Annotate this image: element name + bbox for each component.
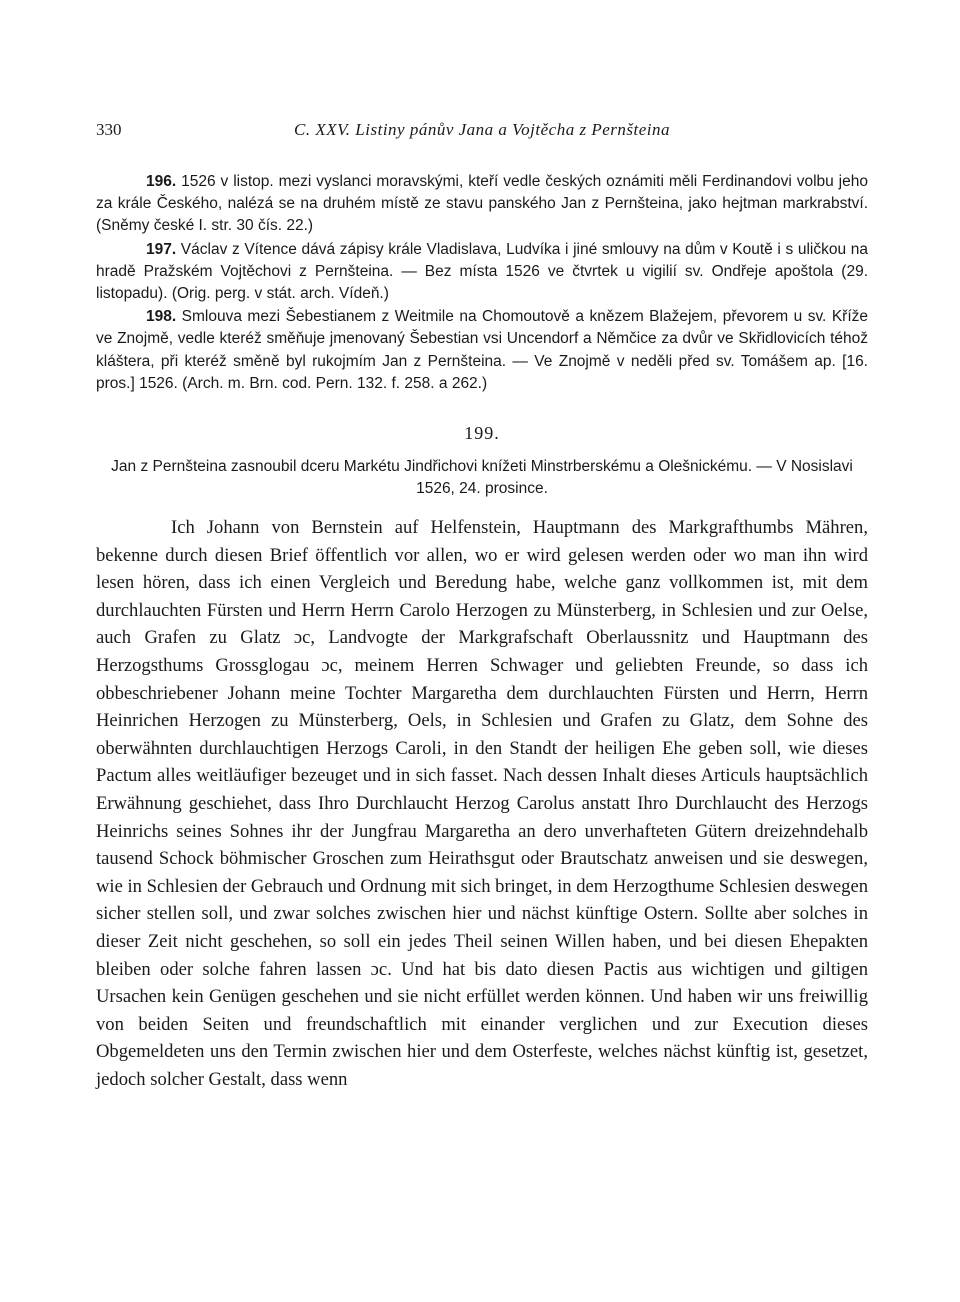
regest-note-198: [96, 306, 868, 395]
note-number: 198.: [146, 308, 177, 326]
page-number: 330: [96, 120, 122, 139]
document-number: 199.: [464, 423, 500, 444]
note-number: 196.: [146, 173, 177, 190]
document-regest: Jan z Pernšteina zasnoubil dceru Markétu Jindřichovi knížeti Minstrberskému a Olešnickému. — V Nosislavi 1526, 24. prosince.: [111, 458, 853, 498]
note-text: Václav z Vítence dává zápisy krále Vladislava, Ludvíka i jiné smlouvy na dům v Koutě i s uličkou na hradě Pražském Vojtěchovi z Pernšteina. — Bez místa 1526 ve čtvrtek u vigilií sv. Ondřeje apoštola (29. listopadu). (Orig. perg. v stát. arch. Vídeň.): [96, 240, 868, 303]
page: [96, 120, 868, 1112]
running-title: C. XXV. Listiny pánův Jana a Vojtěcha z Pernšteina: [294, 120, 670, 139]
note-text: 1526 v listop. mezi vyslanci moravskými, kteří vedle českých oznámiti měli Ferdinandovi volbu jeho za krále Českého, nalézá se na druhém místě ze stavu panského Jan z Pernšteina, jako hejtman markrabství. (Sněmy české I. str. 30 čís. 22.): [96, 173, 868, 235]
document-text: Ich Johann von Bernstein auf Helfenstein, Hauptmann des Markgrafthumbs Mähren, bekenne durch diesen Brief öffentlich vor allen, wo er wird gelesen werden oder wo man ihn wird lesen hören, dass ich einen Vergleich und Beredung habe, welche ganz vollkommen ist, mit dem durchlauchten Fürsten und Herrn Herrn Carolo Herzogen zu Münsterberg, in Schlesien und zur Oelse, auch Grafen zu Glatz ɔc, Landvogte der Markgrafschaft Oberlaussnitz und Hauptmann des Herzogsthums Grossglogau ɔc, meinem Herren Schwager und geliebten Freunde, so dass ich obbeschriebener Johann meine Tochter Margaretha dem durchlauchten Fürsten und Herrn, Herrn Heinrichen Herzogen zu Münsterberg, Oels, in Schlesien und Grafen zu Glatz, dem Sohne des oberwähnten durchlauchtigen Herzogs Caroli, in den Standt der heiligen Ehe geben soll, wie dieses Pactum alles weitläufiger bezeuget und in sich fasset. Nach dessen Inhalt dieses Articuls hauptsächlich Erwähnung geschiehet, dass Ihro Durchlaucht Herzog Carolus anstatt Ihro Durchlaucht des Herzogs Heinrichs seines Sohnes ihr der Jungfrau Margaretha an dero unverhafteten Gütern dreizehndehalb tausend Schock böhmischer Groschen zum Heirathsgut oder Brautschatz anweisen und sie deswegen, wie in Schlesien der Gebrauch und Ordnung mit sich bringet, in dem Herzogthume Schlesien deswegen sicher stellen soll, und zwar solches zwischen hier und nächst künftige Ostern. Sollte aber solches in dieser Zeit nicht geschehen, so soll ein jedes Theil seinen Willen haben, und bei diesen Ehepakten bleiben oder solche fahren lassen ɔc. Und hat bis dato diesen Pactis aus wichtigen und giltigen Ursachen kein Genügen geschehen und sie nicht erfüllet werden können. Und haben wir uns freiwillig von beiden Seiten und freundschaftlich mit einander verglichen und zur Execution dieses Obgemeldeten uns den Termin zwischen hier und dem Osterfeste, welches nächst künftig ist, gesetzet, jedoch solcher Gestalt, dass wenn: [96, 517, 868, 1090]
regest-note-197: [96, 239, 868, 306]
regest-note-196: [96, 171, 868, 238]
running-header: [96, 120, 868, 146]
note-text: Smlouva mezi Šebestianem z Weitmile na Chomoutově a knězem Blažejem, převorem u sv. Kříže ve Znojmě, vedle kteréž směňuje jmenovaný Šebestian vsi Uncendorf a Němčice za dvůr ve Skřidlovicích téhož kláštera, při kteréž směně byl rukojmím Jan z Pernšteina. — Ve Znojmě v neděli před sv. Tomášem ap. [16. pros.] 1526. (Arch. m. Brn. cod. Pern. 132. f. 258. a 262.): [96, 308, 868, 392]
note-number: 197.: [146, 240, 177, 258]
